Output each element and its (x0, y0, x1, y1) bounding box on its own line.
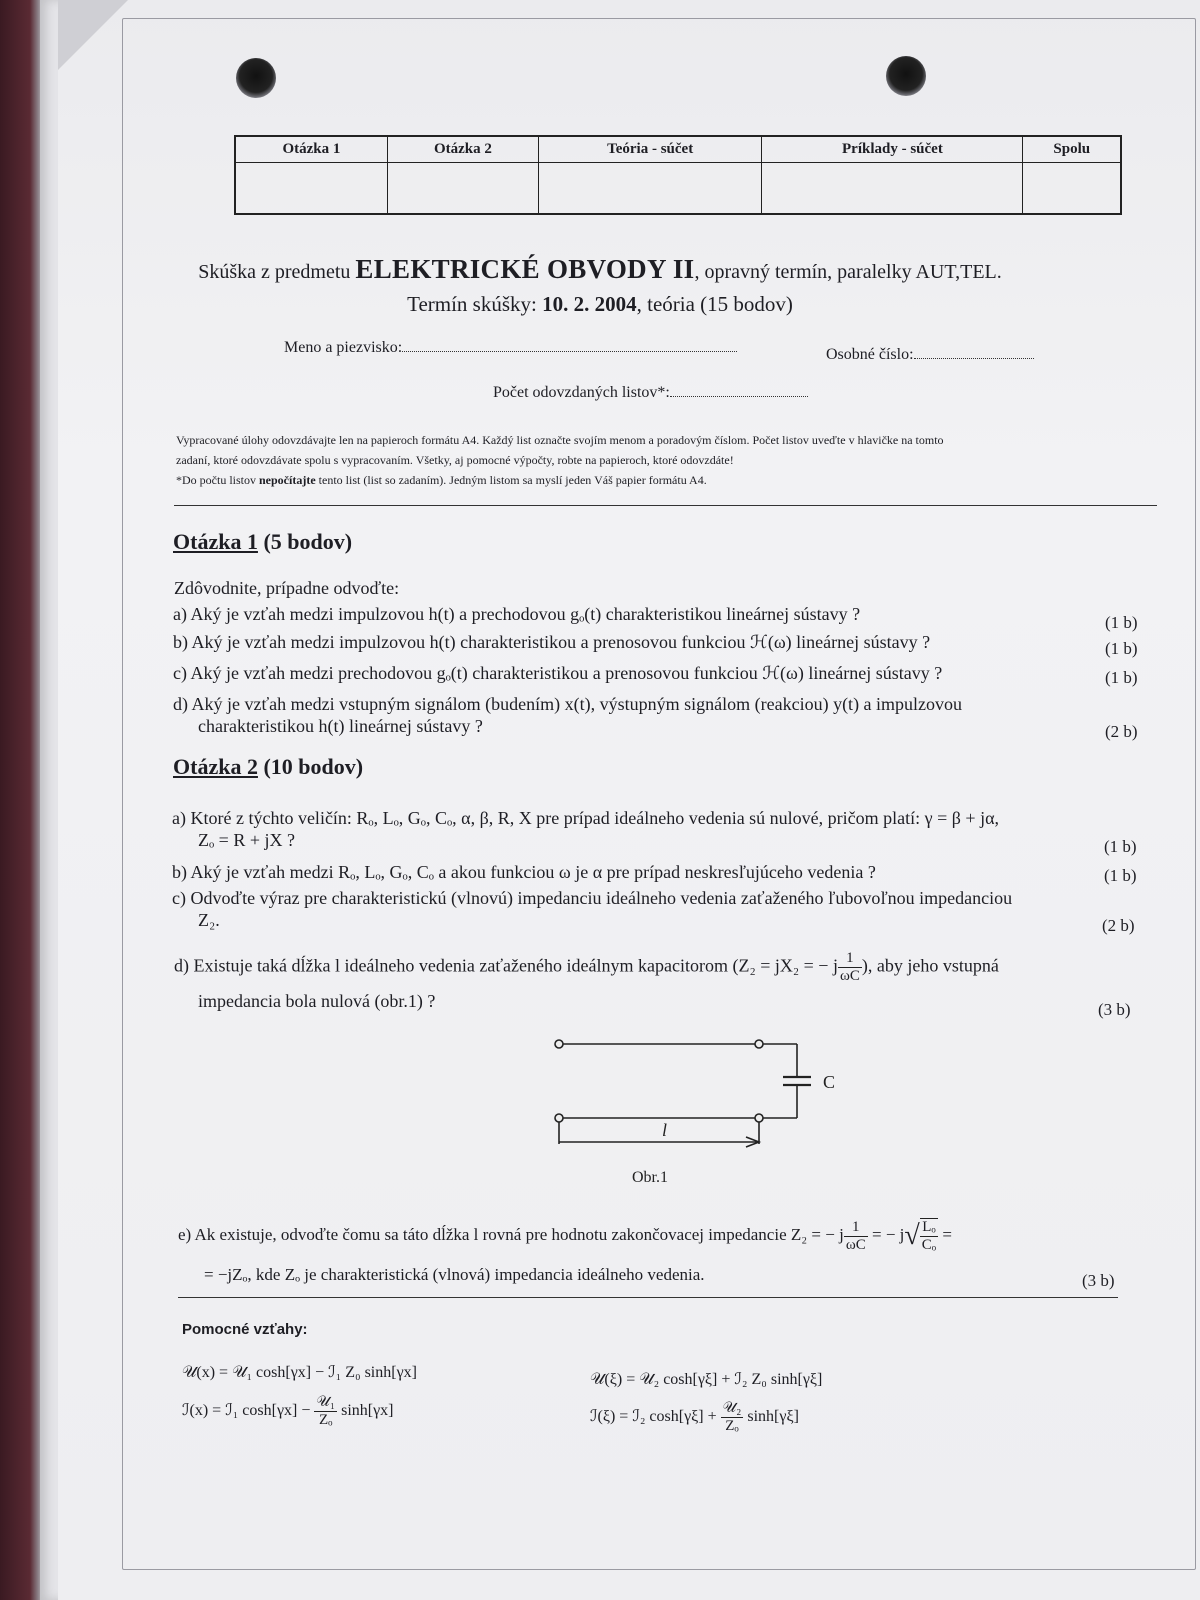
question-2b-points: (1 b) (1104, 866, 1137, 885)
question-1b: b) Aký je vzťah medzi impulzovou h(t) charakteristikou a prenosovou funkciou ℋ(ω) lineárnej sústavy ? (173, 632, 931, 652)
question-2e-cont: = −jZₒ, kde Zₒ je charakteristická (vlnová) impedancia ideálneho vedenia. (204, 1265, 705, 1284)
score-header-examples: Príklady - súčet (762, 136, 1023, 163)
title-suffix: , opravný termín, paralelky AUT,TEL. (694, 261, 1002, 283)
course-name: ELEKTRICKÉ OBVODY II (355, 254, 695, 284)
divider-top (174, 505, 1157, 506)
question-2d-cont: impedancia bola nulová (obr.1) ? (198, 991, 436, 1011)
sheets-label: Počet odovzdaných listov*: (493, 384, 670, 401)
instructions-line-1: Vypracované úlohy odovzdávajte len na papieroch formátu A4. Každý list označte svojím menom a poradovým číslom. Počet listov uveďte v hlavičke na tomto (176, 433, 944, 447)
question-1a-points: (1 b) (1105, 613, 1138, 632)
instructions (176, 430, 1156, 490)
question-1c-points: (1 b) (1105, 668, 1138, 687)
name-field[interactable] (284, 339, 737, 357)
capacitor-label: C (823, 1072, 836, 1092)
id-field[interactable] (826, 346, 1034, 364)
question-1-intro: Zdôvodnite, prípadne odvoďte: (174, 578, 400, 598)
question-2a-points: (1 b) (1104, 837, 1137, 856)
score-cell-q2[interactable] (387, 163, 538, 214)
question-2a-cont: Zₒ = R + jX ? (198, 830, 295, 850)
score-header-q2: Otázka 2 (387, 136, 538, 163)
output-terminal-top (755, 1040, 763, 1048)
term-label: Termín skúšky: (407, 292, 537, 316)
instructions-line-2: zadaní, ktoré odovzdávate spolu s vypracovaním. Všetky, aj pomocné výpočty, robte na papieroch, ktoré odovzdáte! (176, 453, 734, 467)
score-cell-theory[interactable] (538, 163, 761, 214)
term-date: 10. 2. 2004 (542, 292, 637, 316)
question-1a: a) Aký je vzťah medzi impulzovou h(t) a prechodovou gₒ(t) charakteristikou lineárnej sústavy ? (173, 604, 861, 624)
question-2-heading: Otázka 2 (10 bodov) (173, 754, 364, 779)
question-2b: b) Aký je vzťah medzi Rₒ, Lₒ, Gₒ, Cₒ a akou funkciou ω je α pre prípad neskresľujúceho vedenia ? (172, 862, 876, 882)
question-2e-points: (3 b) (1082, 1271, 1115, 1290)
input-terminal-bottom (555, 1114, 563, 1122)
formula-u-x: 𝒰(x) = 𝒰₁ cosh[γx] − ℐ₁ Z₀ sinh[γx] (182, 1364, 417, 1381)
sheets-blank[interactable] (670, 384, 808, 397)
score-cell-total[interactable] (1023, 163, 1121, 214)
output-terminal-bottom (755, 1114, 763, 1122)
length-label: l (662, 1120, 668, 1140)
formula-i-x: ℐ(x) = ℐ₁ cosh[γx] − $\frac{\text{𝒰₁}}{\text{Zₒ}}$ sinh[γx] (182, 1394, 394, 1428)
input-terminal-top (555, 1040, 563, 1048)
score-header-total: Spolu (1023, 136, 1121, 163)
question-2c-cont: Z₂. (198, 910, 220, 930)
score-cell-q1[interactable] (235, 163, 387, 214)
question-2a: a) Ktoré z týchto veličín: Rₒ, Lₒ, Gₒ, Cₒ, α, β, R, X pre prípad ideálneho vedenia sú nulové, pričom platí: γ = β + jα, (172, 808, 999, 828)
score-header-q1: Otázka 1 (235, 136, 387, 163)
fraction-1-over-omega-c: $\frac{1}{\omega C}$ (839, 950, 860, 984)
question-1d-points: (2 b) (1105, 722, 1138, 741)
sqrt-symbol: √ (904, 1220, 920, 1251)
sqrt-lo-over-co: $\frac{\text{Lₒ}}{\text{Cₒ}}$ (921, 1219, 937, 1253)
instructions-line-3: *Do počtu listov nepočítajte tento list (list so zadaním). Jedným listom sa myslí jeden Váš papier formátu A4. (176, 473, 707, 487)
id-label: Osobné číslo: (826, 346, 914, 363)
formula-u-xi: 𝒰(ξ) = 𝒰₂ cosh[γξ] + ℐ₂ Z₀ sinh[γξ] (590, 1371, 823, 1388)
score-table (234, 135, 1122, 215)
question-1-heading: Otázka 1 (5 bodov) (173, 529, 353, 554)
exam-term (0, 292, 1200, 317)
score-header-theory: Teória - súčet (538, 136, 761, 163)
question-2c: c) Odvoďte výraz pre charakteristickú (vlnovú) impedanciu ideálneho vedenia zaťaženého ľubovoľnou impedanciou (172, 888, 1013, 908)
helpers-title: Pomocné vzťahy: (182, 1321, 308, 1338)
formula-i-xi: ℐ(ξ) = ℐ₂ cosh[γξ] + $\frac{\text{𝒰₂}}{\text{Zₒ}}$ sinh[γξ] (590, 1400, 799, 1434)
fraction-u1-over-zo: $\frac{\text{𝒰₁}}{\text{Zₒ}}$ (316, 1394, 336, 1428)
punch-hole-left (236, 58, 276, 98)
question-2d: d) Existuje taká dĺžka l ideálneho vedenia zaťaženého ideálnym kapacitorom (Z₂ = jX₂ = − j $\frac{1}{\omega C}$ ), aby jeho vstupná (174, 950, 999, 984)
transmission-line-figure (540, 1030, 840, 1190)
fraction-u2-over-zo: $\frac{\text{𝒰₂}}{\text{Zₒ}}$ (722, 1400, 742, 1434)
figure-caption: Obr.1 (632, 1169, 668, 1186)
question-2d-points: (3 b) (1098, 1000, 1131, 1019)
name-label: Meno a piezvisko: (284, 339, 403, 356)
exam-title (0, 254, 1200, 285)
divider-bottom (178, 1297, 1118, 1298)
score-cell-examples[interactable] (762, 163, 1023, 214)
question-1d-cont: charakteristikou h(t) lineárnej sústavy ? (198, 716, 483, 736)
title-prefix: Skúška z predmetu (198, 261, 351, 283)
id-blank[interactable] (914, 346, 1034, 359)
fraction-e-1-over-omega-c: $\frac{1}{\omega C}$ (845, 1218, 866, 1253)
folded-corner (58, 0, 128, 70)
term-suffix: , teória (15 bodov) (636, 292, 793, 316)
sheets-field[interactable] (493, 384, 808, 402)
punch-hole-right (886, 56, 926, 96)
name-blank[interactable] (402, 339, 737, 352)
question-1c: c) Aký je vzťah medzi prechodovou gₒ(t) charakteristikou a prenosovou funkciou ℋ(ω) lineárnej sústavy ? (173, 663, 943, 683)
question-1b-points: (1 b) (1105, 639, 1138, 658)
question-1d: d) Aký je vzťah medzi vstupným signálom (budením) x(t), výstupným signálom (reakciou) y(t) a impulzovou (173, 694, 963, 714)
question-2c-points: (2 b) (1102, 916, 1135, 935)
question-2e: e) Ak existuje, odvoďte čomu sa táto dĺžka l rovná pre hodnotu zakončovacej impedancie Z₂ = − j $\frac{1}{\omega C}$ = − j√ $\frac{\text{Lₒ}}{\text{Cₒ}}$ = (178, 1218, 952, 1253)
